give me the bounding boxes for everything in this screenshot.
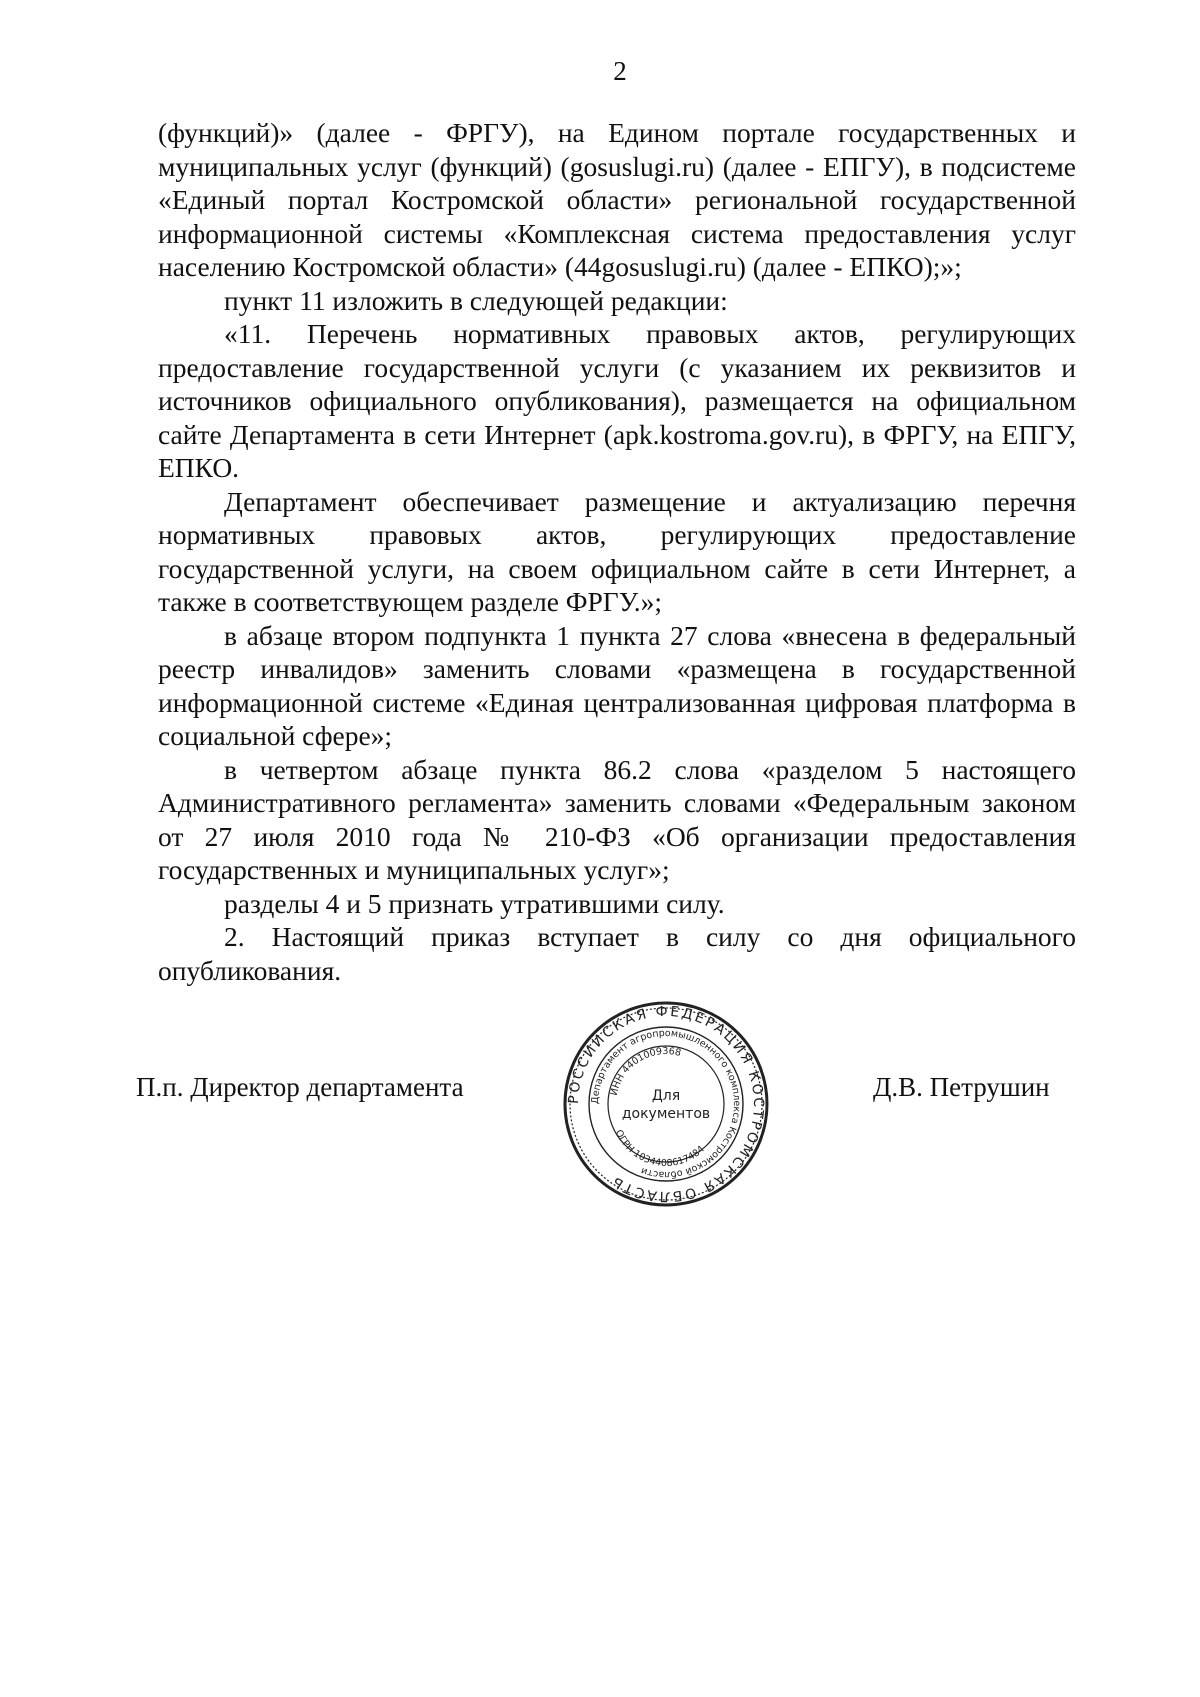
paragraph: пункт 11 изложить в следующей редакции: — [224, 284, 728, 316]
paragraph: «11. Перечень нормативных правовых актов, регулирующих предоставление государственной услуги (с указанием их реквизитов и источников официального опубликования), размещается на официальном сайте Департамента в сети Интернет (apk.kostroma.gov.ru), в ФРГУ, на ЕПГУ, ЕПКО. — [158, 318, 1076, 483]
seal-outer-text: РОССИЙСКАЯ ФЕДЕРАЦИЯ КОСТРОМСКАЯ ОБЛАСТЬ — [565, 1003, 767, 1205]
seal-center-line1: Для — [651, 1088, 681, 1104]
signatory-position: П.п. Директор департамента — [136, 1072, 464, 1102]
paragraph: Департамент обеспечивает размещение и актуализацию перечня нормативных правовых актов, регулирующих предоставление государственной услуги, на своем официальном сайте в сети Интернет, а также в соответствующем разделе ФРГУ.»; — [158, 485, 1076, 617]
official-seal-stamp — [562, 1000, 770, 1208]
paragraph: в четвертом абзаце пункта 86.2 слова «разделом 5 настоящего Административного регламента» заменить словами «Федеральным законом от 27 июля 2010 года № 210-ФЗ «Об организации предоставления государственных и муниципальных услуг»; — [158, 753, 1076, 885]
paragraph: в абзаце втором подпункта 1 пункта 27 слова «внесена в федеральный реестр инвалидов» заменить словами «размещена в государственной информационной системе «Единая централизованная цифровая платформа в социальной сфере»; — [158, 619, 1076, 751]
seal-inner-text: Департамент агропромышленного комплекса Костромской области — [589, 1027, 743, 1181]
paragraph: разделы 4 и 5 признать утратившими силу. — [224, 887, 725, 919]
seal-inn-text: ИНН 4401009368 — [608, 1045, 683, 1097]
paragraph: 2. Настоящий приказ вступает в силу со дня официального опубликования. — [158, 921, 1076, 986]
paragraph: (функций)» (далее - ФРГУ), на Едином портале государственных и муниципальных услуг (функций) (gosuslugi.ru) (далее - ЕПГУ), в подсистеме «Единый портал Костромской области» региональной государственной информационной системы «Комплексная система предоставления услуг населению Костромской области» (44gosuslugi.ru) (далее - ЕПКО);»; — [158, 117, 1076, 282]
page-number: 2 — [613, 56, 627, 86]
seal-center-line2: документов — [621, 1106, 711, 1122]
seal-ogrn-text: ОГРН 1034408617484 — [612, 1128, 707, 1170]
document-body — [158, 116, 1076, 987]
signatory-name: Д.В. Петрушин — [873, 1072, 1050, 1102]
